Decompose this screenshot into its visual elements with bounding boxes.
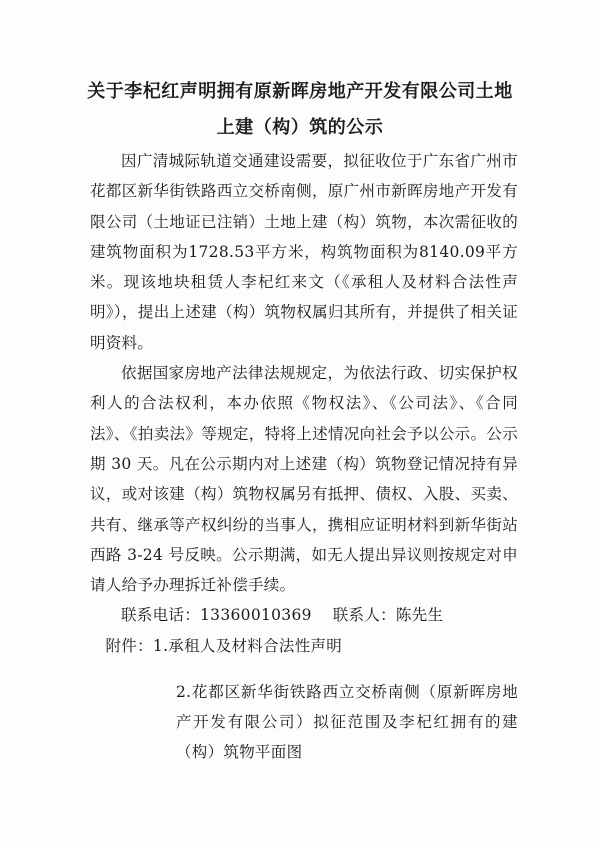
paragraph-1: 因广清城际轨道交通建设需要，拟征收位于广东省广州市花都区新华街铁路西立交桥南侧，原广州市新晖房地产开发有限公司（土地证已注销）土地上建（构）筑物，本次需征收的建筑物面积为1728.53平方米，构筑物面积为8140.09平方米。现该地块租赁人李杞红来文（《承租人及材料合法性声明》），提出上述建（构）筑物权属归其所有，并提供了相关证明资料。 [90,152,518,352]
attachment-1: 1.承租人及材料合法性声明 [152,636,343,655]
document-title [70,74,530,146]
attachments-label: 附件： [105,636,153,655]
document-body [90,146,518,783]
paragraph-2: 依据国家房地产法律法规规定，为依法行政、切实保护权利人的合法权利，本办依照《物权法》、《公司法》、《合同法》、《拍卖法》等规定，特将上述情况向社会予以公示。公示期 30 天。凡在公示期内对上述建（构）筑物登记情况持有异议，或对该建（构）筑物权属另有抵押、债权、入股、买卖、共有、继承等产权纠纷的当事人，携相应证明材料到新华街站西路 3-24 号反映。公示期满，如无人提出异议则按规定对申请人给予办理拆迁补偿手续。 [90,364,518,595]
contact-line [90,600,518,630]
attachments-line [90,631,518,661]
contact-person-label: 联系人： [332,606,396,625]
title-line-2: 上建（构）筑的公示 [216,117,384,138]
contact-person: 陈先生 [395,606,444,625]
contact-phone: 13360010369 [200,606,312,625]
attachment-2: 2.花都区新华街铁路西立交桥南侧（原新晖房地产开发有限公司）拟征范围及李杞红拥有的建（构）筑物平面图 [176,682,518,762]
contact-phone-label: 联系电话： [121,606,201,625]
title-line-1: 关于李杞红声明拥有原新晖房地产开发有限公司土地 [87,81,513,102]
